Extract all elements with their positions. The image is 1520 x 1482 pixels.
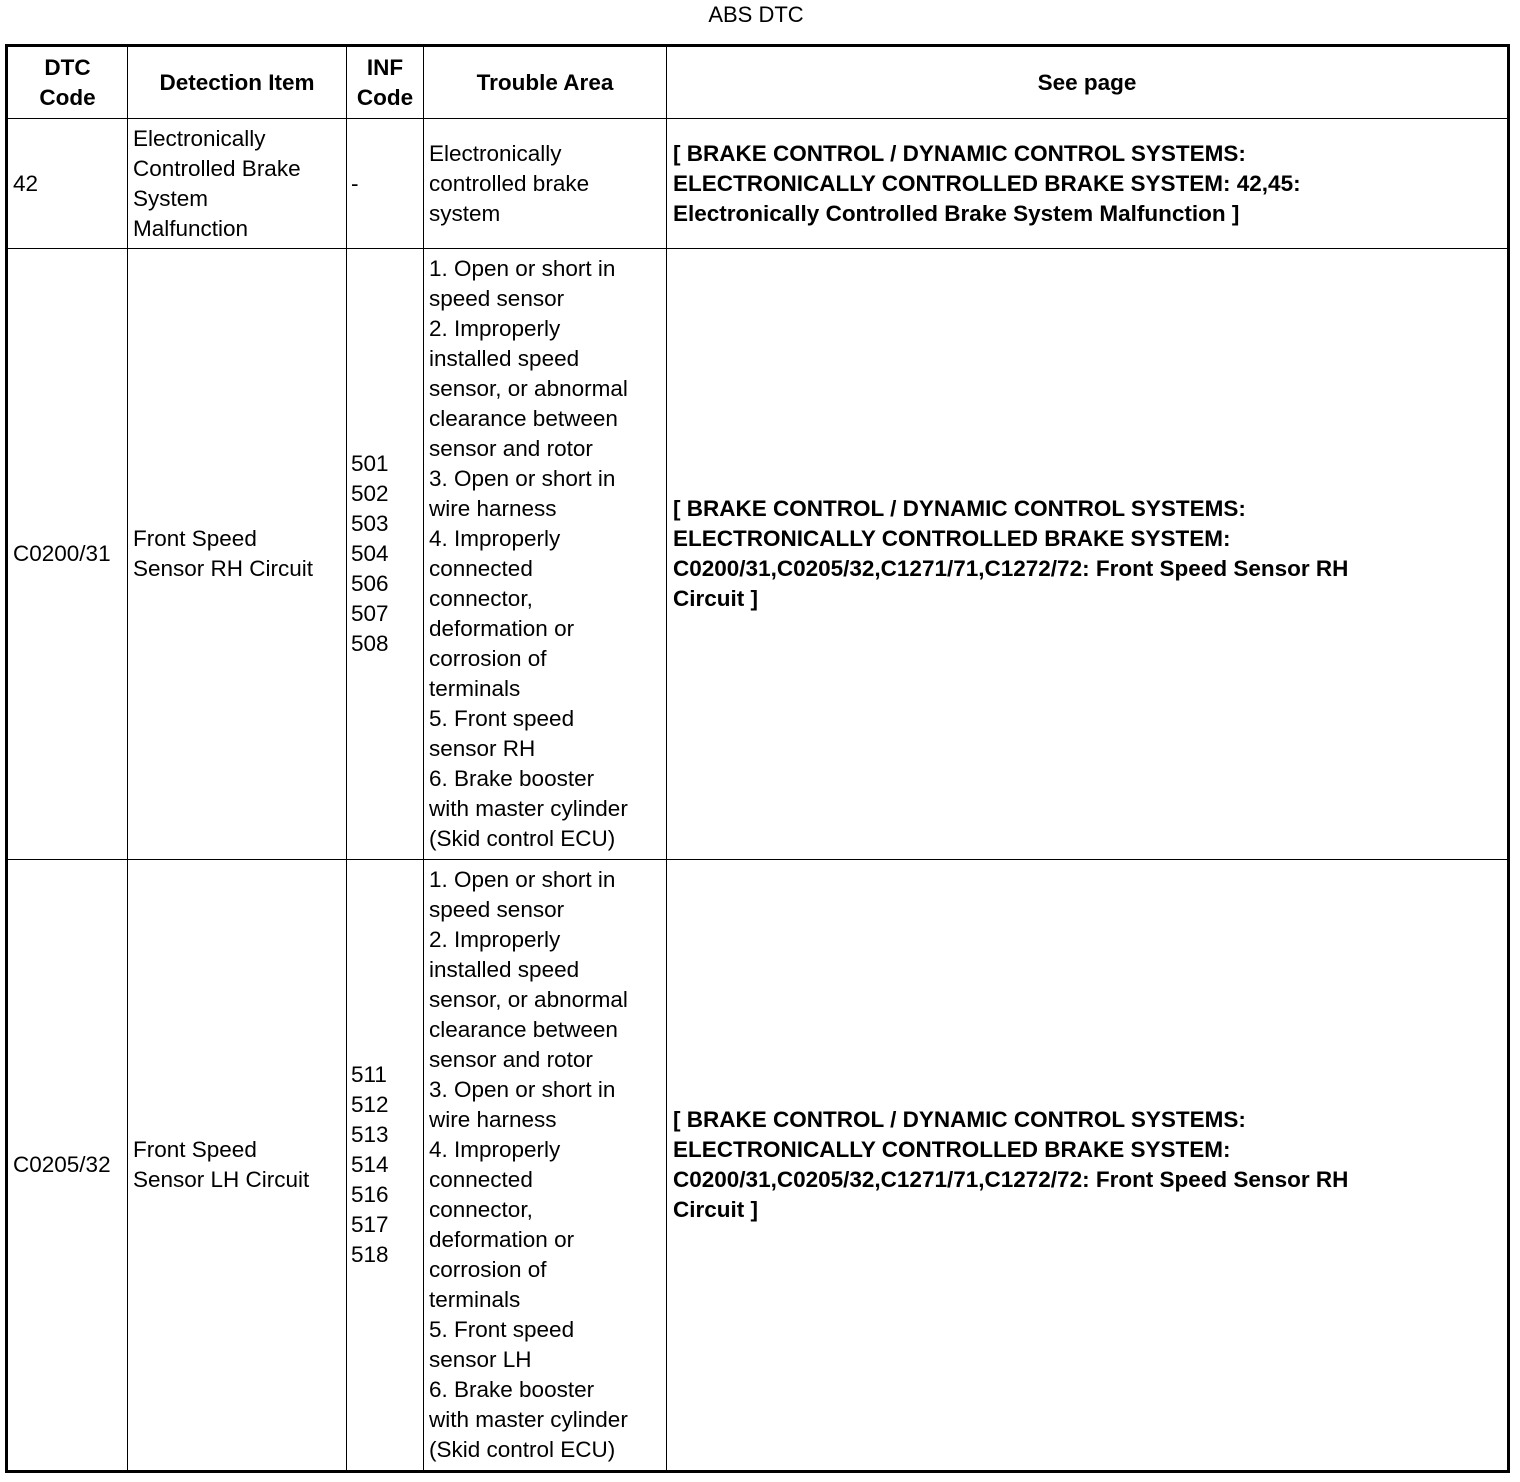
cell-line: 511 — [351, 1062, 387, 1087]
cell-line: 4. Improperly — [429, 1137, 561, 1162]
dtc-code-cell: 42 — [7, 119, 128, 249]
cell-line: system — [429, 200, 501, 226]
cell-line: terminals — [429, 1287, 521, 1312]
cell-line: 4. Improperly — [429, 526, 561, 551]
header-trouble-area: Trouble Area — [424, 46, 667, 119]
cell-line: clearance between — [429, 406, 618, 431]
see-page-link[interactable] — [667, 860, 1509, 1472]
cell-line: connected — [429, 1167, 533, 1192]
see-page-link[interactable] — [667, 119, 1509, 249]
header-inf-code-line: Code — [356, 84, 414, 110]
inf-code-cell — [347, 860, 424, 1472]
cell-line: 517 — [351, 1212, 389, 1237]
header-dtc-code-line: DTC — [44, 54, 91, 80]
cell-line: 502 — [351, 481, 389, 506]
cell-line: [ BRAKE CONTROL / DYNAMIC CONTROL SYSTEMS: — [673, 496, 1246, 521]
cell-line: wire harness — [429, 496, 557, 521]
cell-line: controlled brake — [429, 170, 590, 196]
cell-line: wire harness — [429, 1107, 557, 1132]
inf-code-cell — [347, 249, 424, 860]
cell-line: deformation or — [429, 1227, 575, 1252]
cell-line: 6. Brake booster — [429, 1377, 595, 1402]
cell-line: Front Speed — [133, 1137, 257, 1162]
cell-line: System — [133, 185, 209, 211]
trouble-area-cell — [424, 860, 667, 1472]
detection-item-cell — [128, 249, 347, 860]
cell-line: corrosion of — [429, 646, 547, 671]
dtc-code-cell: C0200/31 — [7, 249, 128, 860]
cell-line: Front Speed — [133, 526, 257, 551]
cell-line: sensor RH — [429, 736, 536, 761]
trouble-area-cell — [424, 119, 667, 249]
cell-line: 518 — [351, 1242, 389, 1267]
cell-line: 2. Improperly — [429, 316, 561, 341]
cell-line: 504 — [351, 541, 389, 566]
cell-line: corrosion of — [429, 1257, 547, 1282]
cell-line: 1. Open or short in — [429, 867, 616, 892]
cell-line: 3. Open or short in — [429, 1077, 616, 1102]
cell-line: sensor and rotor — [429, 1047, 593, 1072]
see-page-link[interactable] — [667, 249, 1509, 860]
cell-line: 507 — [351, 601, 389, 626]
cell-line: [ BRAKE CONTROL / DYNAMIC CONTROL SYSTEMS: — [673, 140, 1246, 166]
cell-line: C0200/31,C0205/32,C1271/71,C1272/72: Front Speed Sensor RH — [673, 1167, 1349, 1192]
cell-line: sensor LH — [429, 1347, 532, 1372]
cell-line: 506 — [351, 571, 389, 596]
cell-line: Circuit ] — [673, 586, 759, 611]
header-detection-item: Detection Item — [128, 46, 347, 119]
cell-line: 2. Improperly — [429, 927, 561, 952]
cell-line: sensor and rotor — [429, 436, 593, 461]
cell-line: with master cylinder — [429, 796, 628, 821]
cell-line: [ BRAKE CONTROL / DYNAMIC CONTROL SYSTEMS: — [673, 1107, 1246, 1132]
table-row — [7, 860, 1509, 1472]
cell-line: 512 — [351, 1092, 389, 1117]
cell-line: ELECTRONICALLY CONTROLLED BRAKE SYSTEM: — [673, 526, 1231, 551]
header-dtc-code — [7, 46, 128, 119]
cell-line: connected — [429, 556, 533, 581]
header-inf-code-line: INF — [366, 54, 404, 80]
cell-line: Electronically — [133, 125, 266, 151]
cell-line: connector, — [429, 586, 533, 611]
detection-item-cell — [128, 860, 347, 1472]
header-dtc-code-line: Code — [39, 84, 96, 110]
table-row — [7, 119, 1509, 249]
cell-line: Circuit ] — [673, 1197, 759, 1222]
cell-line: Controlled Brake — [133, 155, 301, 181]
cell-line: sensor, or abnormal — [429, 376, 628, 401]
dtc-table — [5, 44, 1510, 1473]
table-row — [7, 249, 1509, 860]
cell-line: 5. Front speed — [429, 706, 575, 731]
page-title: ABS DTC — [708, 2, 804, 27]
cell-line: Sensor LH Circuit — [133, 1167, 310, 1192]
cell-line: deformation or — [429, 616, 575, 641]
table-header-row — [7, 46, 1509, 119]
cell-line: ELECTRONICALLY CONTROLLED BRAKE SYSTEM: 42,45: — [673, 170, 1301, 196]
cell-line: 6. Brake booster — [429, 766, 595, 791]
cell-line: 5. Front speed — [429, 1317, 575, 1342]
cell-line: connector, — [429, 1197, 533, 1222]
inf-code-cell — [347, 119, 424, 249]
cell-line: sensor, or abnormal — [429, 987, 628, 1012]
trouble-area-cell — [424, 249, 667, 860]
cell-line: C0200/31,C0205/32,C1271/71,C1272/72: Front Speed Sensor RH — [673, 556, 1349, 581]
cell-line: terminals — [429, 676, 521, 701]
cell-line: installed speed — [429, 346, 580, 371]
cell-line: with master cylinder — [429, 1407, 628, 1432]
cell-line: 513 — [351, 1122, 389, 1147]
cell-line: ELECTRONICALLY CONTROLLED BRAKE SYSTEM: — [673, 1137, 1231, 1162]
header-see-page: See page — [667, 46, 1509, 119]
cell-line: 508 — [351, 631, 389, 656]
cell-line: 501 — [351, 451, 389, 476]
detection-item-cell — [128, 119, 347, 249]
cell-line: Malfunction — [133, 215, 249, 241]
header-inf-code — [347, 46, 424, 119]
cell-line: speed sensor — [429, 286, 565, 311]
cell-line: Sensor RH Circuit — [133, 556, 314, 581]
cell-line: 516 — [351, 1182, 389, 1207]
cell-line: - — [351, 170, 359, 196]
cell-line: (Skid control ECU) — [429, 1437, 616, 1462]
cell-line: 3. Open or short in — [429, 466, 616, 491]
cell-line: speed sensor — [429, 897, 565, 922]
cell-line: 503 — [351, 511, 389, 536]
cell-line: Electronically Controlled Brake System Malfunction ] — [673, 200, 1240, 226]
cell-line: (Skid control ECU) — [429, 826, 616, 851]
cell-line: installed speed — [429, 957, 580, 982]
cell-line: 514 — [351, 1152, 389, 1177]
cell-line: clearance between — [429, 1017, 618, 1042]
cell-line: 1. Open or short in — [429, 256, 616, 281]
dtc-code-cell: C0205/32 — [7, 860, 128, 1472]
cell-line: Electronically — [429, 140, 562, 166]
